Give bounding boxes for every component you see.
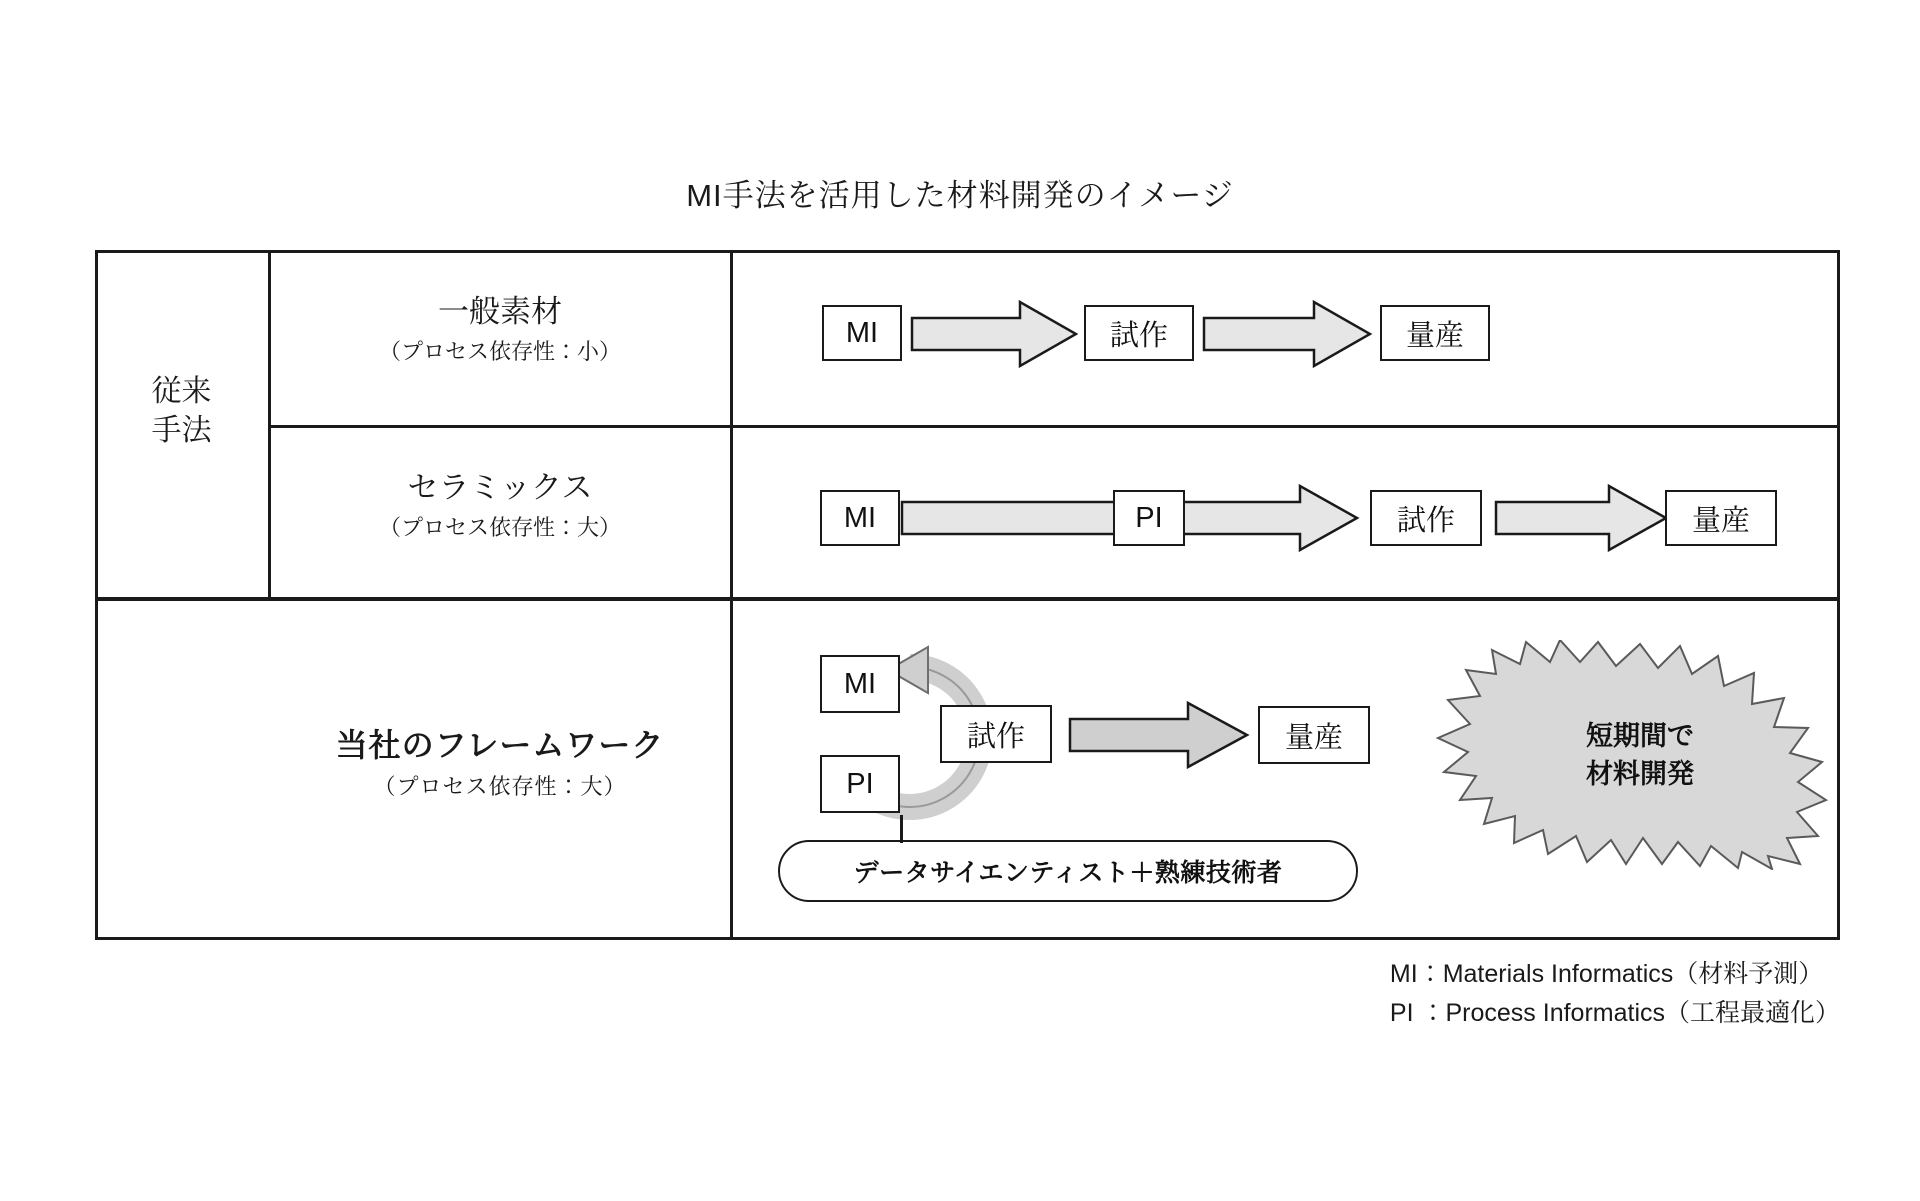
group-label-conventional: [95, 372, 268, 450]
row-3-arrow: [1068, 700, 1250, 770]
row-2-arrow-2: [1494, 482, 1669, 554]
row-3-name-block: [271, 725, 729, 801]
burst-text: [1430, 718, 1850, 794]
row-divider-2: [95, 597, 1840, 601]
row-1-step-mi: MI: [822, 305, 902, 361]
row-2-step-mi: MI: [820, 490, 900, 546]
col-divider-content: [730, 250, 733, 940]
legend-item-mi: MI：Materials Informatics（材料予測）: [1389, 960, 1824, 988]
row-3-step-prototype: 試作: [940, 705, 1052, 763]
row-3-caption-oval: データサイエンティスト＋熟練技術者: [778, 840, 1358, 902]
legend: [1390, 955, 1840, 1033]
row-3-sub: （プロセス依存性：大）: [373, 773, 627, 799]
row-1-step-prototype: 試作: [1084, 305, 1194, 361]
group-label-line1: 従来: [151, 375, 212, 408]
row-divider-1: [268, 425, 1840, 428]
row-2-sub: （プロセス依存性：大）: [378, 515, 621, 541]
oval-connector: [900, 815, 903, 843]
row-2-step-prototype: 試作: [1370, 490, 1482, 546]
row-3-step-massproduction: 量産: [1258, 706, 1370, 764]
row-2-name-block: [271, 468, 729, 543]
row-1-name: 一般素材: [438, 294, 562, 329]
burst-line-2: 材料開発: [1586, 758, 1694, 789]
row-1-arrow-2: [1202, 298, 1372, 370]
row-1-sub: （プロセス依存性：小）: [378, 339, 621, 365]
row-3-name: 当社のフレームワーク: [335, 727, 665, 763]
row-2-step-pi: PI: [1113, 490, 1185, 546]
row-3-step-mi: MI: [820, 655, 900, 713]
page-title: MI手法を活用した材料開発のイメージ: [686, 178, 1234, 213]
group-label-line2: 手法: [151, 414, 212, 447]
legend-item-pi: PI ：Process Informatics（工程最適化）: [1389, 998, 1840, 1027]
row-2-name: セラミックス: [407, 470, 593, 505]
row-1-step-massproduction: 量産: [1380, 305, 1490, 361]
row-3-step-pi: PI: [820, 755, 900, 813]
row-1-arrow-1: [910, 298, 1078, 370]
row-2-step-massproduction: 量産: [1665, 490, 1777, 546]
burst-line-1: 短期間で: [1586, 721, 1694, 751]
row-1-name-block: [271, 292, 729, 367]
